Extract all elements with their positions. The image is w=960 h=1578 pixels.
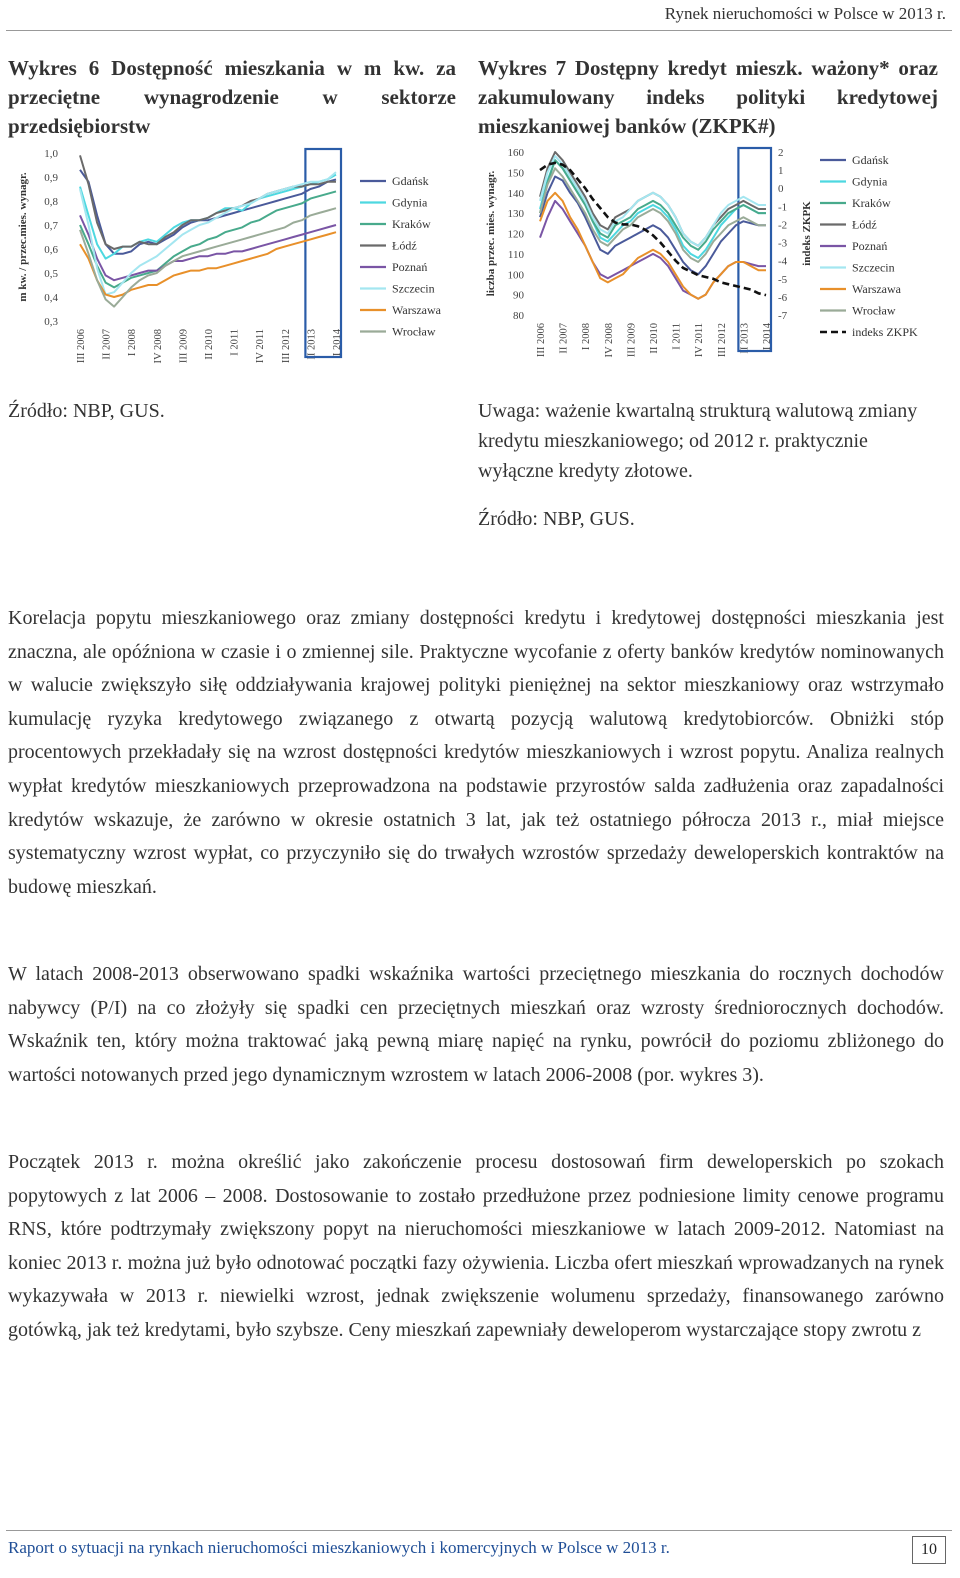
chart7-highlight-box <box>738 148 771 351</box>
chart7 <box>470 140 950 380</box>
chart6-x-tick: III 2009 <box>178 329 190 364</box>
chart7-y-tick: 160 <box>507 147 524 159</box>
chart7-x-tick: II 2013 <box>739 323 751 354</box>
chart6-x-tick: II 2013 <box>306 329 318 360</box>
chart6-y-tick: 1,0 <box>44 148 58 160</box>
paragraph-2: W latach 2008-2013 obserwowano spadki wskaźnika wartości przeciętnego mieszkania do rocznych dochodów nabywcy (P/I) na co złożyły się spadki cen przeciętnych mieszkań oraz wzrosty średniorocznych dochodów. Wskaźnik ten, który można traktować jaką pewną miarę napięć na rynku, powrócił do poziomu zbliżonego do wartości notowanych przed jego dynamicznym wzrostem w latach 2006-2008 (por. wykres 3). <box>8 963 944 1086</box>
chart6-legend-label: Warszawa <box>392 303 442 317</box>
chart7-legend-label: Łódź <box>852 217 877 232</box>
chart7-note: Uwaga: ważenie kwartalną strukturą walutową zmiany kredytu mieszkaniowego; od 2012 r. praktycznie wyłączne kredyty złotowe. <box>478 400 918 482</box>
header-rule <box>6 30 952 31</box>
chart7-x-tick: IV 2008 <box>603 323 615 358</box>
chart7-legend-label: Kraków <box>852 196 891 210</box>
chart6 <box>0 140 468 380</box>
paragraph-1: Korelacja popytu mieszkaniowego oraz zmiany dostępności kredytu i kredytowej dostępności mieszkania jest znaczna, ale opóźniona w czasie i o zmiennej sile. Praktyczne wycofanie z oferty banków kredytów nominowanych w walucie zwiększyło siłę oddziaływania krajowej polityki pieniężnej na sektor mieszkaniowy oraz wstrzymało kumulację ryzyka kredytowego związanego z otwartą pozycją walutową kredytobiorców. Obniżki stóp procentowych przekładały się na wzrost dostępności kredytów mieszkaniowych i wzrost popytu. Analiza realnych wypłat kredytów mieszkaniowych przeprowadzona na podstawie przyrostów salda zadłużenia oraz zapadalności kredytów wskazuje, że zarówno w okresie ostatnich 3 lat, jak też ostatniego półrocza 2013 r., miał miejsce systematyczny wzrost wypłat, co przyczyniło się do trwałych wzrostów sprzedaży deweloperskich kontraktów na budowę mieszkań. <box>8 607 944 898</box>
chart7-y2-tick: -2 <box>778 219 788 232</box>
chart6-x-tick: III 2006 <box>76 329 87 364</box>
footer-report-title: Raport o sytuacji na rynkach nieruchomości mieszkaniowych i komercyjnych w Polsce w 2013 r. <box>8 1538 670 1557</box>
chart6-series-line-0 <box>80 170 336 254</box>
chart7-y2-tick: 2 <box>778 147 784 159</box>
chart6-title: Wykres 6 Dostępność mieszkania w m kw. za przeciętne wynagrodzenie w sektorze przedsiębiorstw <box>8 56 456 138</box>
chart6-x-tick: I 2008 <box>127 329 139 357</box>
chart7-y2-tick: -5 <box>778 273 788 286</box>
chart6-legend-label: Poznań <box>392 260 428 274</box>
chart6-y-axis-label: m kw. / przec.mies. wynagr. <box>17 172 29 302</box>
chart6-y-tick: 0,5 <box>44 268 58 280</box>
chart6-y-tick: 0,3 <box>44 316 58 328</box>
page-number: 10 <box>912 1536 946 1564</box>
chart7-legend-label: Poznań <box>852 239 888 253</box>
chart7-x-tick: II 2010 <box>649 323 660 354</box>
chart7-x-tick: IV 2011 <box>694 323 706 358</box>
chart7-x-tick: III 2012 <box>716 323 728 358</box>
chart7-y2-tick: -4 <box>778 255 788 268</box>
chart6-x-tick: III 2012 <box>280 329 292 364</box>
chart6-legend-label: Łódź <box>392 238 417 253</box>
chart7-y-tick: 140 <box>507 187 524 200</box>
running-header: Rynek nieruchomości w Polsce w 2013 r. <box>664 4 946 23</box>
chart6-legend-label: Gdynia <box>392 195 428 210</box>
chart6-series-line-2 <box>80 191 336 287</box>
chart6-x-tick: IV 2008 <box>152 329 164 364</box>
chart7-x-tick: I 2008 <box>581 323 593 351</box>
chart6-y-tick: 0,6 <box>44 244 58 256</box>
chart7-y-tick: 90 <box>513 289 524 302</box>
chart7-y2-axis-label: indeks ZKPK <box>801 201 813 266</box>
chart6-x-tick: IV 2011 <box>255 329 267 364</box>
chart7-source: Źródło: NBP, GUS. <box>478 508 635 530</box>
chart7-y-axis-label: liczba przec. mies. wynagr. <box>485 170 497 297</box>
chart6-legend-label: Wrocław <box>392 324 436 339</box>
chart7-legend-label: Wrocław <box>852 303 896 318</box>
chart7-y2-tick: -6 <box>778 291 788 304</box>
chart7-x-tick: III 2006 <box>536 323 547 358</box>
chart7-y2-tick: -3 <box>778 237 788 250</box>
chart6-y-tick: 0,8 <box>44 196 58 208</box>
chart7-title: Wykres 7 Dostępny kredyt mieszk. ważony* oraz zakumulowany indeks polityki kredytowej mieszkaniowej banków (ZKPK#) <box>478 56 938 138</box>
chart6-series-line-5 <box>80 172 336 294</box>
footer-rule <box>6 1530 952 1531</box>
chart6-source: Źródło: NBP, GUS. <box>8 400 165 422</box>
chart7-legend-label: Gdynia <box>852 174 888 189</box>
chart7-y2-tick: 1 <box>778 165 784 178</box>
chart7-y-tick: 80 <box>513 310 524 322</box>
chart6-y-tick: 0,7 <box>44 220 58 232</box>
chart7-y2-tick: -7 <box>778 310 788 322</box>
chart7-legend-label: Warszawa <box>852 282 902 296</box>
chart7-x-tick: I 2014 <box>762 323 773 351</box>
chart7-y-tick: 120 <box>507 228 524 241</box>
chart7-y-tick: 100 <box>507 269 524 282</box>
chart7-y2-tick: 0 <box>778 183 784 196</box>
chart6-legend-label: Kraków <box>392 217 431 231</box>
paragraph-3: Początek 2013 r. można określić jako zakończenie procesu dostosowań firm deweloperskich po szokach popytowych z lat 2006 – 2008. Dostosowanie to zostało przedłużone przez podniesione limity cenowe programu RNS, które podtrzymały zwiększony popyt na nieruchomości mieszkaniowe w latach 2009-2012. Natomiast na koniec 2013 r. można już było odnotować początki fazy ożywienia. Liczba ofert mieszkań wprowadzanych na rynek wykazywała w 2013 r. niewielki wzrost, jednak zwiększenie wolumenu sprzedaży, finansowanego zarówno gotówką, jak też kredytami, było szybsze. Ceny mieszkań zapewniały deweloperom wystarczające stopy zwrotu z <box>8 1151 944 1341</box>
chart6-y-tick: 0,4 <box>44 292 58 304</box>
chart6-x-tick: I 2011 <box>229 329 241 356</box>
chart6-x-tick: II 2007 <box>101 329 113 360</box>
chart6-x-tick: I 2014 <box>332 329 343 357</box>
chart6-x-tick: II 2010 <box>204 329 215 360</box>
chart7-x-tick: III 2009 <box>626 323 638 358</box>
chart6-y-tick: 0,9 <box>44 172 58 184</box>
chart7-x-tick: II 2007 <box>558 323 570 354</box>
chart7-x-tick: I 2011 <box>671 323 683 350</box>
chart7-y-tick: 110 <box>507 248 524 261</box>
chart7-series-line-0 <box>540 177 766 275</box>
chart7-legend-label: Gdańsk <box>852 153 889 167</box>
chart7-legend-label: Szczecin <box>852 260 895 275</box>
chart7-y-tick: 150 <box>507 167 524 180</box>
chart7-y-tick: 130 <box>507 208 524 221</box>
chart6-legend-label: Gdańsk <box>392 174 429 188</box>
chart7-legend-label: indeks ZKPK <box>852 325 918 339</box>
chart7-y2-tick: -1 <box>778 201 788 214</box>
chart6-legend-label: Szczecin <box>392 281 435 296</box>
